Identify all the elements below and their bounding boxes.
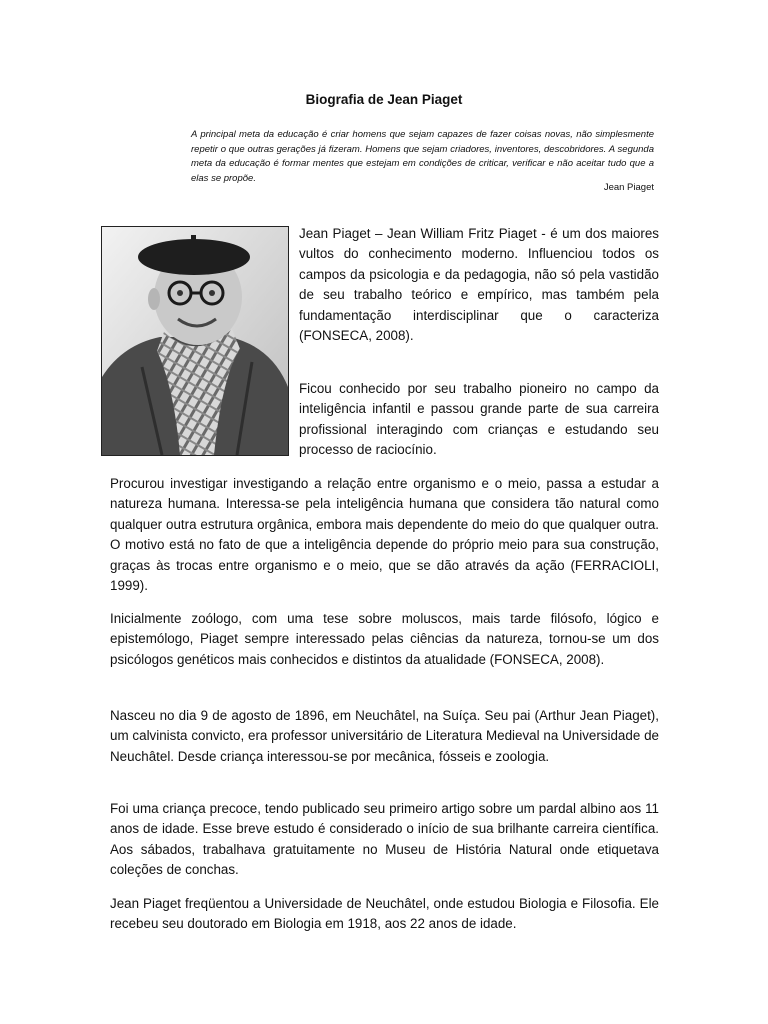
paragraph-1: Jean Piaget – Jean William Fritz Piaget - é um dos maiores vultos do conhecimento moderno. Influenciou todos os campos da psicologia e da pedagogia, não só pela vastidão de seu trabalho teórico e empírico, mas também pela fundamentação interdisciplinar que o caracteriza (FONSECA, 2008).	[299, 226, 659, 344]
paragraph-5: Nasceu no dia 9 de agosto de 1896, em Neuchâtel, na Suíça. Seu pai (Arthur Jean Piaget), um calvinista convicto, era professor universitário de Literatura Medieval na Universidade de Neuchâtel. Desde criança interessou-se por mecânica, fósseis e zoologia.	[110, 708, 659, 764]
paragraph-3: Procurou investigar investigando a relação entre organismo e o meio, passa a estudar a natureza humana. Interessa-se pela inteligência humana que considera tão natural como qualquer outra estrutura orgânica, embora mais dependente do meio do que qualquer outra. O motivo está no fato de que a inteligência depende do próprio meio para sua construção, graças às trocas entre organismo e o meio, que se dão através da ação (FERRACIOLI, 1999).	[110, 476, 659, 594]
paragraph-7: Jean Piaget freqüentou a Universidade de Neuchâtel, onde estudou Biologia e Filosofia. Ele recebeu seu doutorado em Biologia em 1918, aos 22 anos de idade.	[110, 896, 659, 932]
epigraph-quote: A principal meta da educação é criar homens que sejam capazes de fazer coisas novas, não simplesmente repetir o que outras gerações já fizeram. Homens que sejam criadores, inventores, descobridores. A segunda meta da educação é formar mentes que estejam em condições de criticar, verificar e não aceitar tudo que a elas se propõe.	[191, 129, 654, 184]
page-title: Biografia de Jean Piaget	[305, 92, 463, 107]
paragraph-4: Inicialmente zoólogo, com uma tese sobre moluscos, mais tarde filósofo, lógico e epistemólogo, Piaget sempre interessado pelas ciências da natureza, tornou-se um dos psicólogos genéticos mais conhecidos e distintos da atualidade (FONSECA, 2008).	[110, 611, 659, 667]
portrait-photo	[101, 226, 289, 456]
paragraph-2: Ficou conhecido por seu trabalho pioneiro no campo da inteligência infantil e passou grande parte de sua carreira profissional interagindo com crianças e estudando seu processo de raciocínio.	[299, 381, 659, 458]
epigraph-author: Jean Piaget	[603, 182, 654, 193]
paragraph-6: Foi uma criança precoce, tendo publicado seu primeiro artigo sobre um pardal albino aos 11 anos de idade. Esse breve estudo é considerado o início de sua brilhante carreira científica. Aos sábados, trabalhava gratuitamente no Museu de História Natural onde etiquetava coleções de conchas.	[110, 801, 659, 878]
